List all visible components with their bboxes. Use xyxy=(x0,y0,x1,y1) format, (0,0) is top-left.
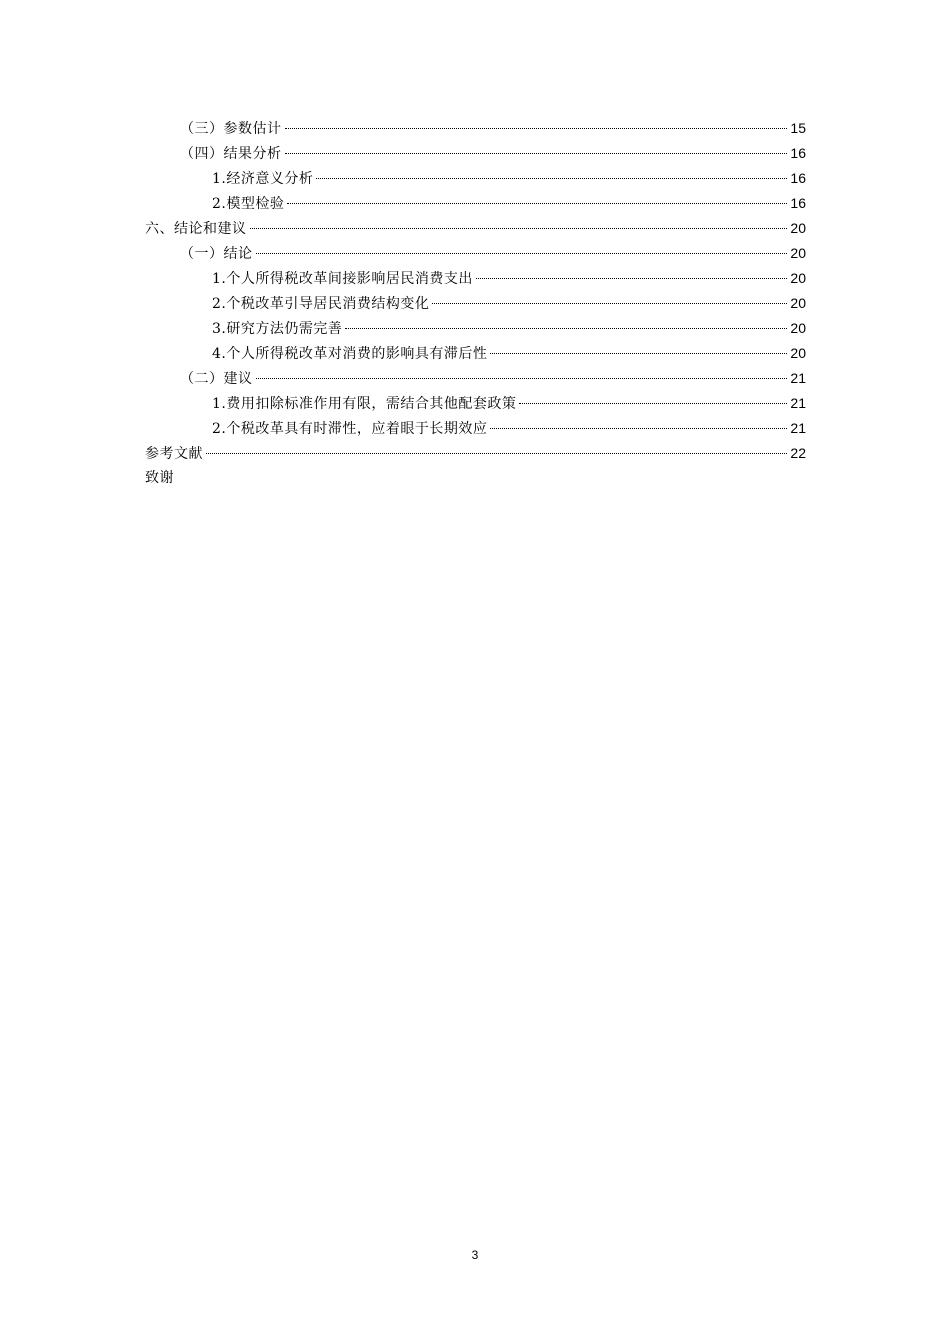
toc-entry-method-improvement[interactable] xyxy=(145,316,806,341)
toc-entry-page: 21 xyxy=(790,395,806,411)
toc-entry-deduction-standard[interactable] xyxy=(145,391,806,416)
toc-entry-model-test[interactable] xyxy=(145,191,806,216)
toc-entry-page: 21 xyxy=(790,370,806,386)
toc-entry-parameter-estimation[interactable] xyxy=(145,116,806,141)
toc-entry-long-term-effect[interactable] xyxy=(145,416,806,441)
toc-entry-page: 20 xyxy=(790,295,806,311)
toc-entry-structure-change[interactable] xyxy=(145,291,806,316)
toc-dot-leader xyxy=(316,178,787,179)
toc-entry-label: 六、结论和建议 xyxy=(145,221,247,237)
toc-entry-label: （四）结果分析 xyxy=(180,146,282,162)
toc-entry-page: 16 xyxy=(790,195,806,211)
toc-entry-page: 20 xyxy=(790,270,806,286)
toc-entry-page: 20 xyxy=(790,320,806,336)
toc-entry-page: 21 xyxy=(790,420,806,436)
toc-entry-label: 2.个税改革具有时滞性，应着眼于长期效应 xyxy=(212,421,488,437)
toc-entry-page: 20 xyxy=(790,220,806,236)
toc-entry-label: （一）结论 xyxy=(180,246,253,262)
toc-dot-leader xyxy=(490,428,787,429)
toc-entry-acknowledgements[interactable] xyxy=(145,466,806,491)
toc-entry-label: 2.模型检验 xyxy=(212,196,285,212)
toc-entry-label: 1.经济意义分析 xyxy=(212,171,314,187)
toc-dot-leader xyxy=(206,453,787,454)
toc-entry-references[interactable] xyxy=(145,441,806,466)
toc-dot-leader xyxy=(287,203,787,204)
toc-dot-leader xyxy=(476,278,788,279)
toc-entry-label: 致谢 xyxy=(145,470,174,486)
toc-dot-leader xyxy=(256,253,788,254)
toc-entry-conclusion[interactable] xyxy=(145,241,806,266)
toc-entry-label: 1.费用扣除标准作用有限，需结合其他配套政策 xyxy=(212,396,517,412)
toc-entry-label: （二）建议 xyxy=(180,371,253,387)
toc-dot-leader xyxy=(285,128,788,129)
table-of-contents xyxy=(145,116,806,491)
toc-entry-page: 16 xyxy=(790,170,806,186)
toc-dot-leader xyxy=(285,153,788,154)
toc-entry-page: 20 xyxy=(790,345,806,361)
toc-dot-leader xyxy=(519,403,787,404)
toc-dot-leader xyxy=(250,228,788,229)
toc-dot-leader xyxy=(345,328,787,329)
toc-entry-indirect-impact[interactable] xyxy=(145,266,806,291)
toc-entry-label: 3.研究方法仍需完善 xyxy=(212,321,343,337)
toc-entry-label: 参考文献 xyxy=(145,446,203,462)
page-number: 3 xyxy=(471,1248,479,1262)
toc-entry-label: 1.个人所得税改革间接影响居民消费支出 xyxy=(212,271,473,287)
toc-entry-label: （三）参数估计 xyxy=(180,121,282,137)
toc-entry-label: 4.个人所得税改革对消费的影响具有滞后性 xyxy=(212,346,488,362)
toc-entry-conclusions-and-suggestions[interactable] xyxy=(145,216,806,241)
toc-entry-economic-meaning[interactable] xyxy=(145,166,806,191)
toc-entry-page: 16 xyxy=(790,145,806,161)
toc-entry-label: 2.个税改革引导居民消费结构变化 xyxy=(212,296,430,312)
toc-dot-leader xyxy=(432,303,787,304)
toc-dot-leader xyxy=(256,378,788,379)
toc-entry-page: 22 xyxy=(790,445,806,461)
toc-entry-page: 20 xyxy=(790,245,806,261)
toc-entry-lag-effect[interactable] xyxy=(145,341,806,366)
toc-dot-leader xyxy=(490,353,787,354)
toc-entry-suggestions[interactable] xyxy=(145,366,806,391)
toc-entry-result-analysis[interactable] xyxy=(145,141,806,166)
toc-entry-page: 15 xyxy=(790,120,806,136)
